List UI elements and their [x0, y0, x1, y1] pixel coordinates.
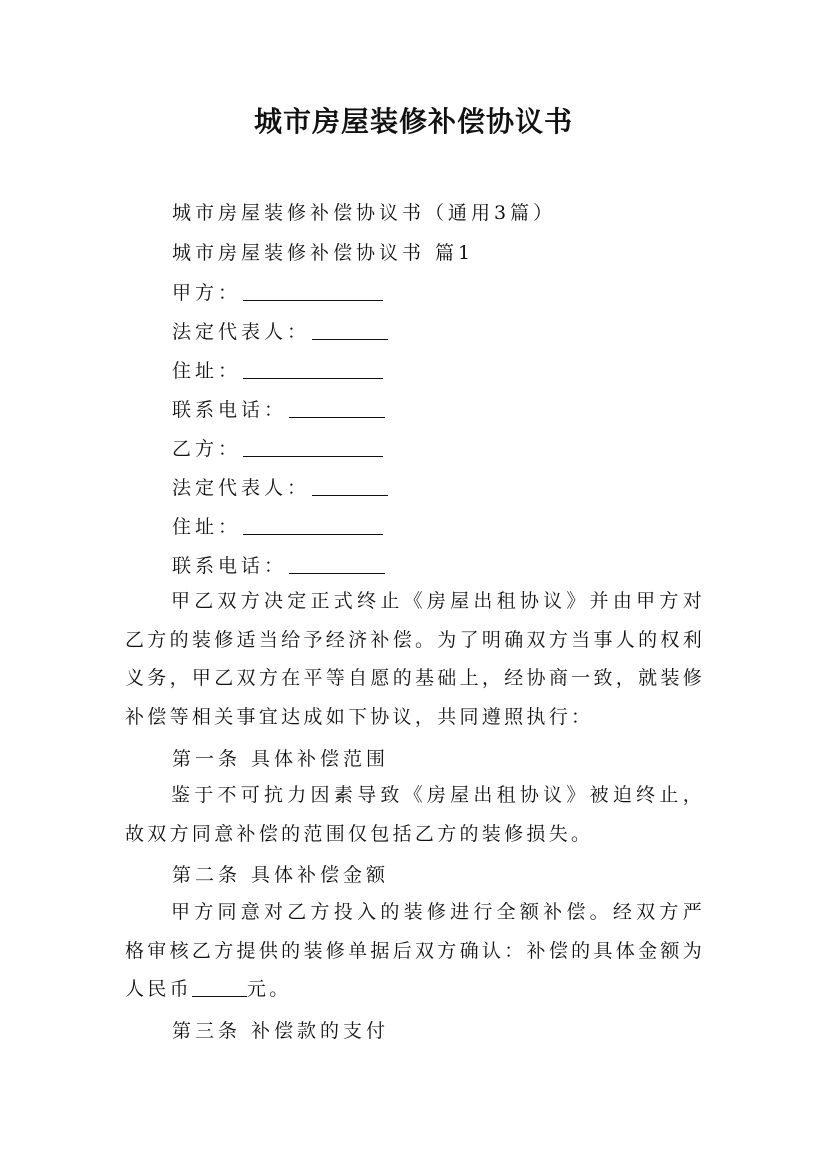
field-label: 联系电话：: [172, 399, 288, 421]
party-b-address-field: [172, 512, 383, 539]
field-label: 住址：: [172, 516, 242, 538]
section-3-title: 第三条 补偿款的支付: [172, 1020, 390, 1042]
field-label: 法定代表人：: [172, 477, 311, 499]
section-1-title: 第一条 具体补偿范围: [172, 748, 390, 770]
document-title: 城市房屋装修补偿协议书: [253, 105, 573, 138]
document-subtitle: 城市房屋装修补偿协议书（通用3篇）: [172, 202, 557, 224]
section-2-text-after: 元。: [246, 978, 292, 1000]
section-1-text: 鉴于不可抗力因素导致《房屋出租协议》被迫终止，故双方同意补偿的范围仅包括乙方的装修损失。: [125, 784, 705, 845]
section-2-text: [125, 893, 705, 1009]
field-label: 住址：: [172, 360, 242, 382]
field-label: 甲方：: [172, 282, 242, 304]
blank-line: [289, 553, 385, 574]
field-label: 法定代表人：: [172, 321, 311, 343]
article-heading: 城市房屋装修补偿协议书 篇1: [172, 242, 475, 264]
blank-line: [243, 514, 383, 535]
section-2-text-before: 甲方同意对乙方投入的装修进行全额补偿。经双方严格审核乙方提供的装修单据后双方确认：补偿的具体金额为人民币: [125, 901, 705, 1000]
party-a-representative-field: [172, 317, 388, 344]
section-2-title: 第二条 具体补偿金额: [172, 864, 390, 886]
party-b-field: [172, 434, 383, 461]
intro-paragraph: 甲乙双方决定正式终止《房屋出租协议》并由甲方对乙方的装修适当给予经济补偿。为了明确双方当事人的权利义务，甲乙双方在平等自愿的基础上，经协商一致，就装修补偿等相关事宜达成如下协议，共同遵照执行：: [125, 590, 705, 728]
blank-line: [243, 436, 383, 457]
blank-line: [312, 319, 388, 340]
field-label: 联系电话：: [172, 555, 288, 577]
blank-line: [289, 397, 385, 418]
amount-blank: [192, 978, 247, 997]
party-a-address-field: [172, 356, 383, 383]
party-a-field: [172, 278, 383, 305]
party-a-phone-field: [172, 395, 385, 422]
blank-line: [243, 280, 383, 301]
field-label: 乙方：: [172, 438, 242, 460]
party-b-representative-field: [172, 473, 388, 500]
party-b-phone-field: [172, 551, 385, 578]
blank-line: [312, 475, 388, 496]
blank-line: [243, 358, 383, 379]
